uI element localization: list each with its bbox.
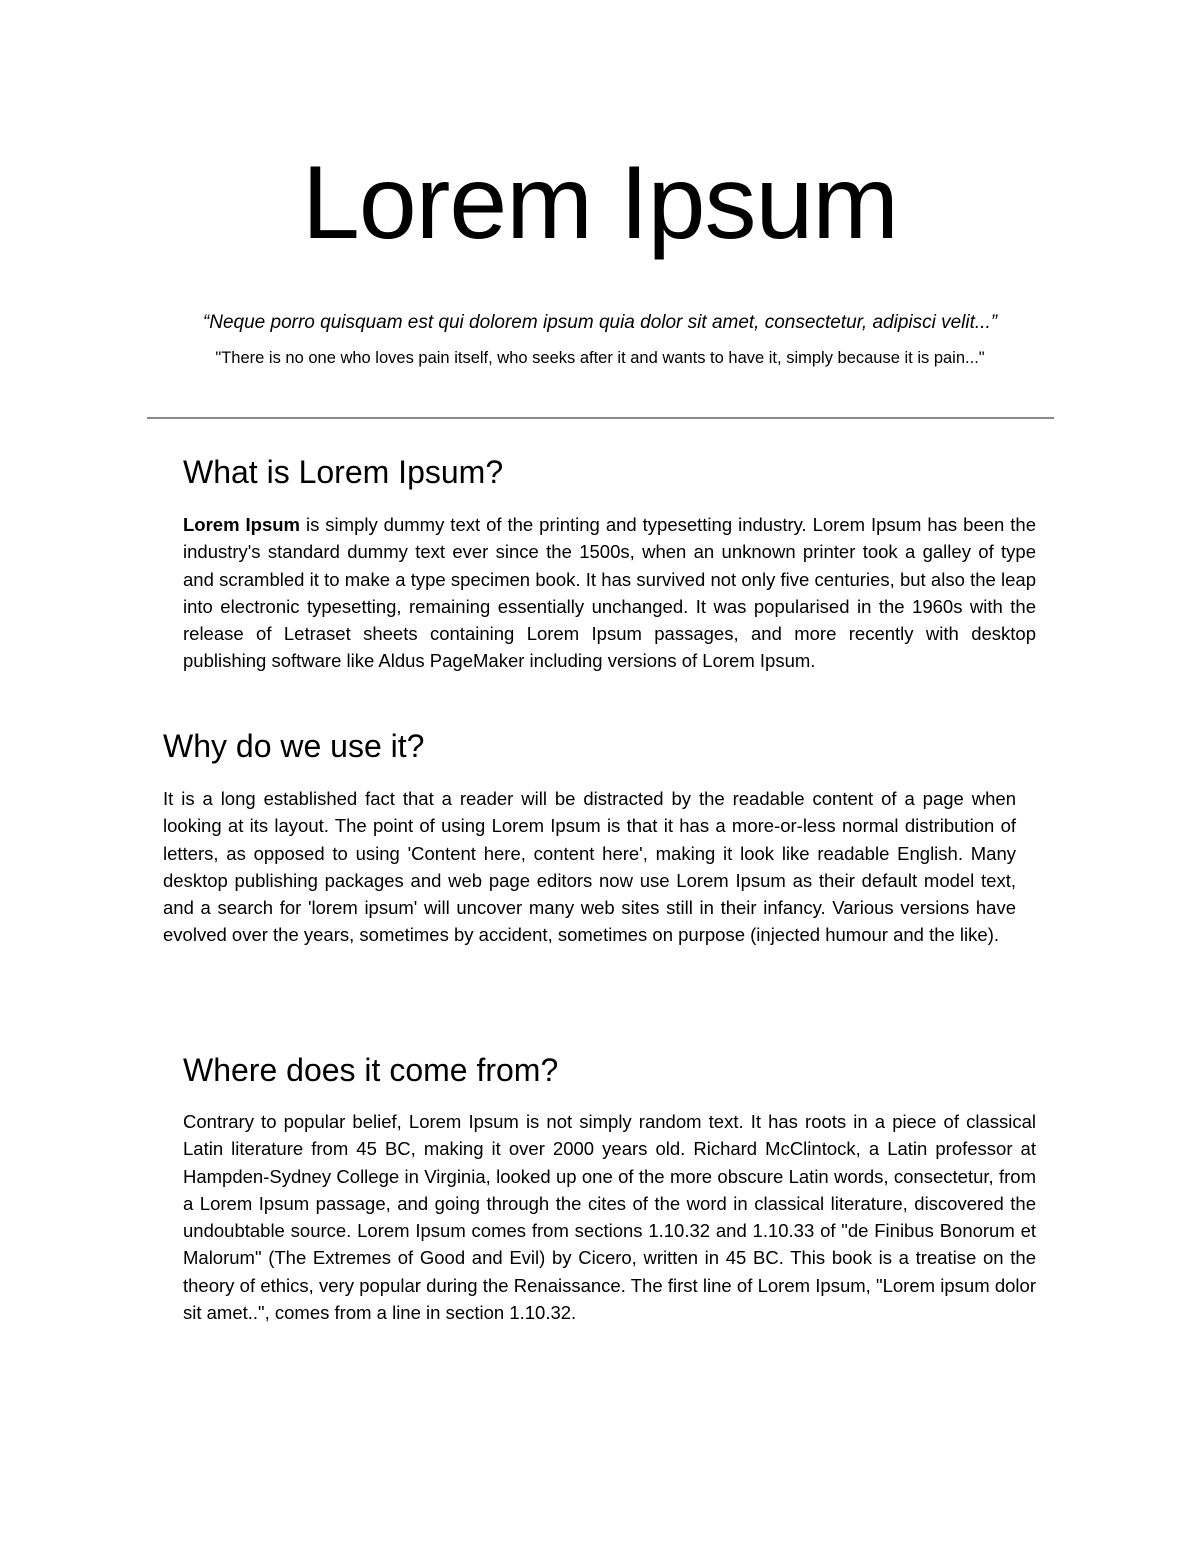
heading-what-is-lorem-ipsum: What is Lorem Ipsum? [183, 454, 504, 490]
paragraph-text: is simply dummy text of the printing and typesetting industry. Lorem Ipsum has been the industry's standard dummy text ever since the 1500s, when an unknown printer took a galley of type and scrambled it to make a type specimen book. It has survived not only five centuries, but also the leap into electronic typesetting, remaining essentially unchanged. It was popularised in the 1960s with the release of Letraset sheets containing Lorem Ipsum passages, and more recently with desktop publishing software like Aldus PageMaker including versions of Lorem Ipsum. [183, 514, 1036, 672]
bold-lead-term: Lorem Ipsum [183, 514, 300, 535]
latin-quote: “Neque porro quisquam est qui dolorem ipsum quia dolor sit amet, consectetur, adipisci velit...” [202, 312, 998, 333]
paragraph-what-is-lorem-ipsum [183, 511, 1036, 675]
english-quote: "There is no one who loves pain itself, who seeks after it and wants to have it, simply because it is pain..." [215, 349, 985, 367]
paragraph-why-do-we-use-it: It is a long established fact that a reader will be distracted by the readable content of a page when looking at its layout. The point of using Lorem Ipsum is that it has a more-or-less normal distribution of letters, as opposed to using 'Content here, content here', making it look like readable English. Many desktop publishing packages and web page editors now use Lorem Ipsum as their default model text, and a search for 'lorem ipsum' will uncover many web sites still in their infancy. Various versions have evolved over the years, sometimes by accident, sometimes on purpose (injected humour and the like). [163, 788, 1016, 946]
page-title: Lorem Ipsum [302, 145, 898, 261]
horizontal-divider [147, 417, 1054, 419]
heading-where-does-it-come-from: Where does it come from? [183, 1052, 559, 1088]
paragraph-where-does-it-come-from: Contrary to popular belief, Lorem Ipsum is not simply random text. It has roots in a piece of classical Latin literature from 45 BC, making it over 2000 years old. Richard McClintock, a Latin professor at Hampden-Sydney College in Virginia, looked up one of the more obscure Latin words, consectetur, from a Lorem Ipsum passage, and going through the cites of the word in classical literature, discovered the undoubtable source. Lorem Ipsum comes from sections 1.10.32 and 1.10.33 of "de Finibus Bonorum et Malorum" (The Extremes of Good and Evil) by Cicero, written in 45 BC. This book is a treatise on the theory of ethics, very popular during the Renaissance. The first line of Lorem Ipsum, "Lorem ipsum dolor sit amet..", comes from a line in section 1.10.32. [183, 1111, 1036, 1324]
heading-why-do-we-use-it: Why do we use it? [163, 728, 425, 764]
